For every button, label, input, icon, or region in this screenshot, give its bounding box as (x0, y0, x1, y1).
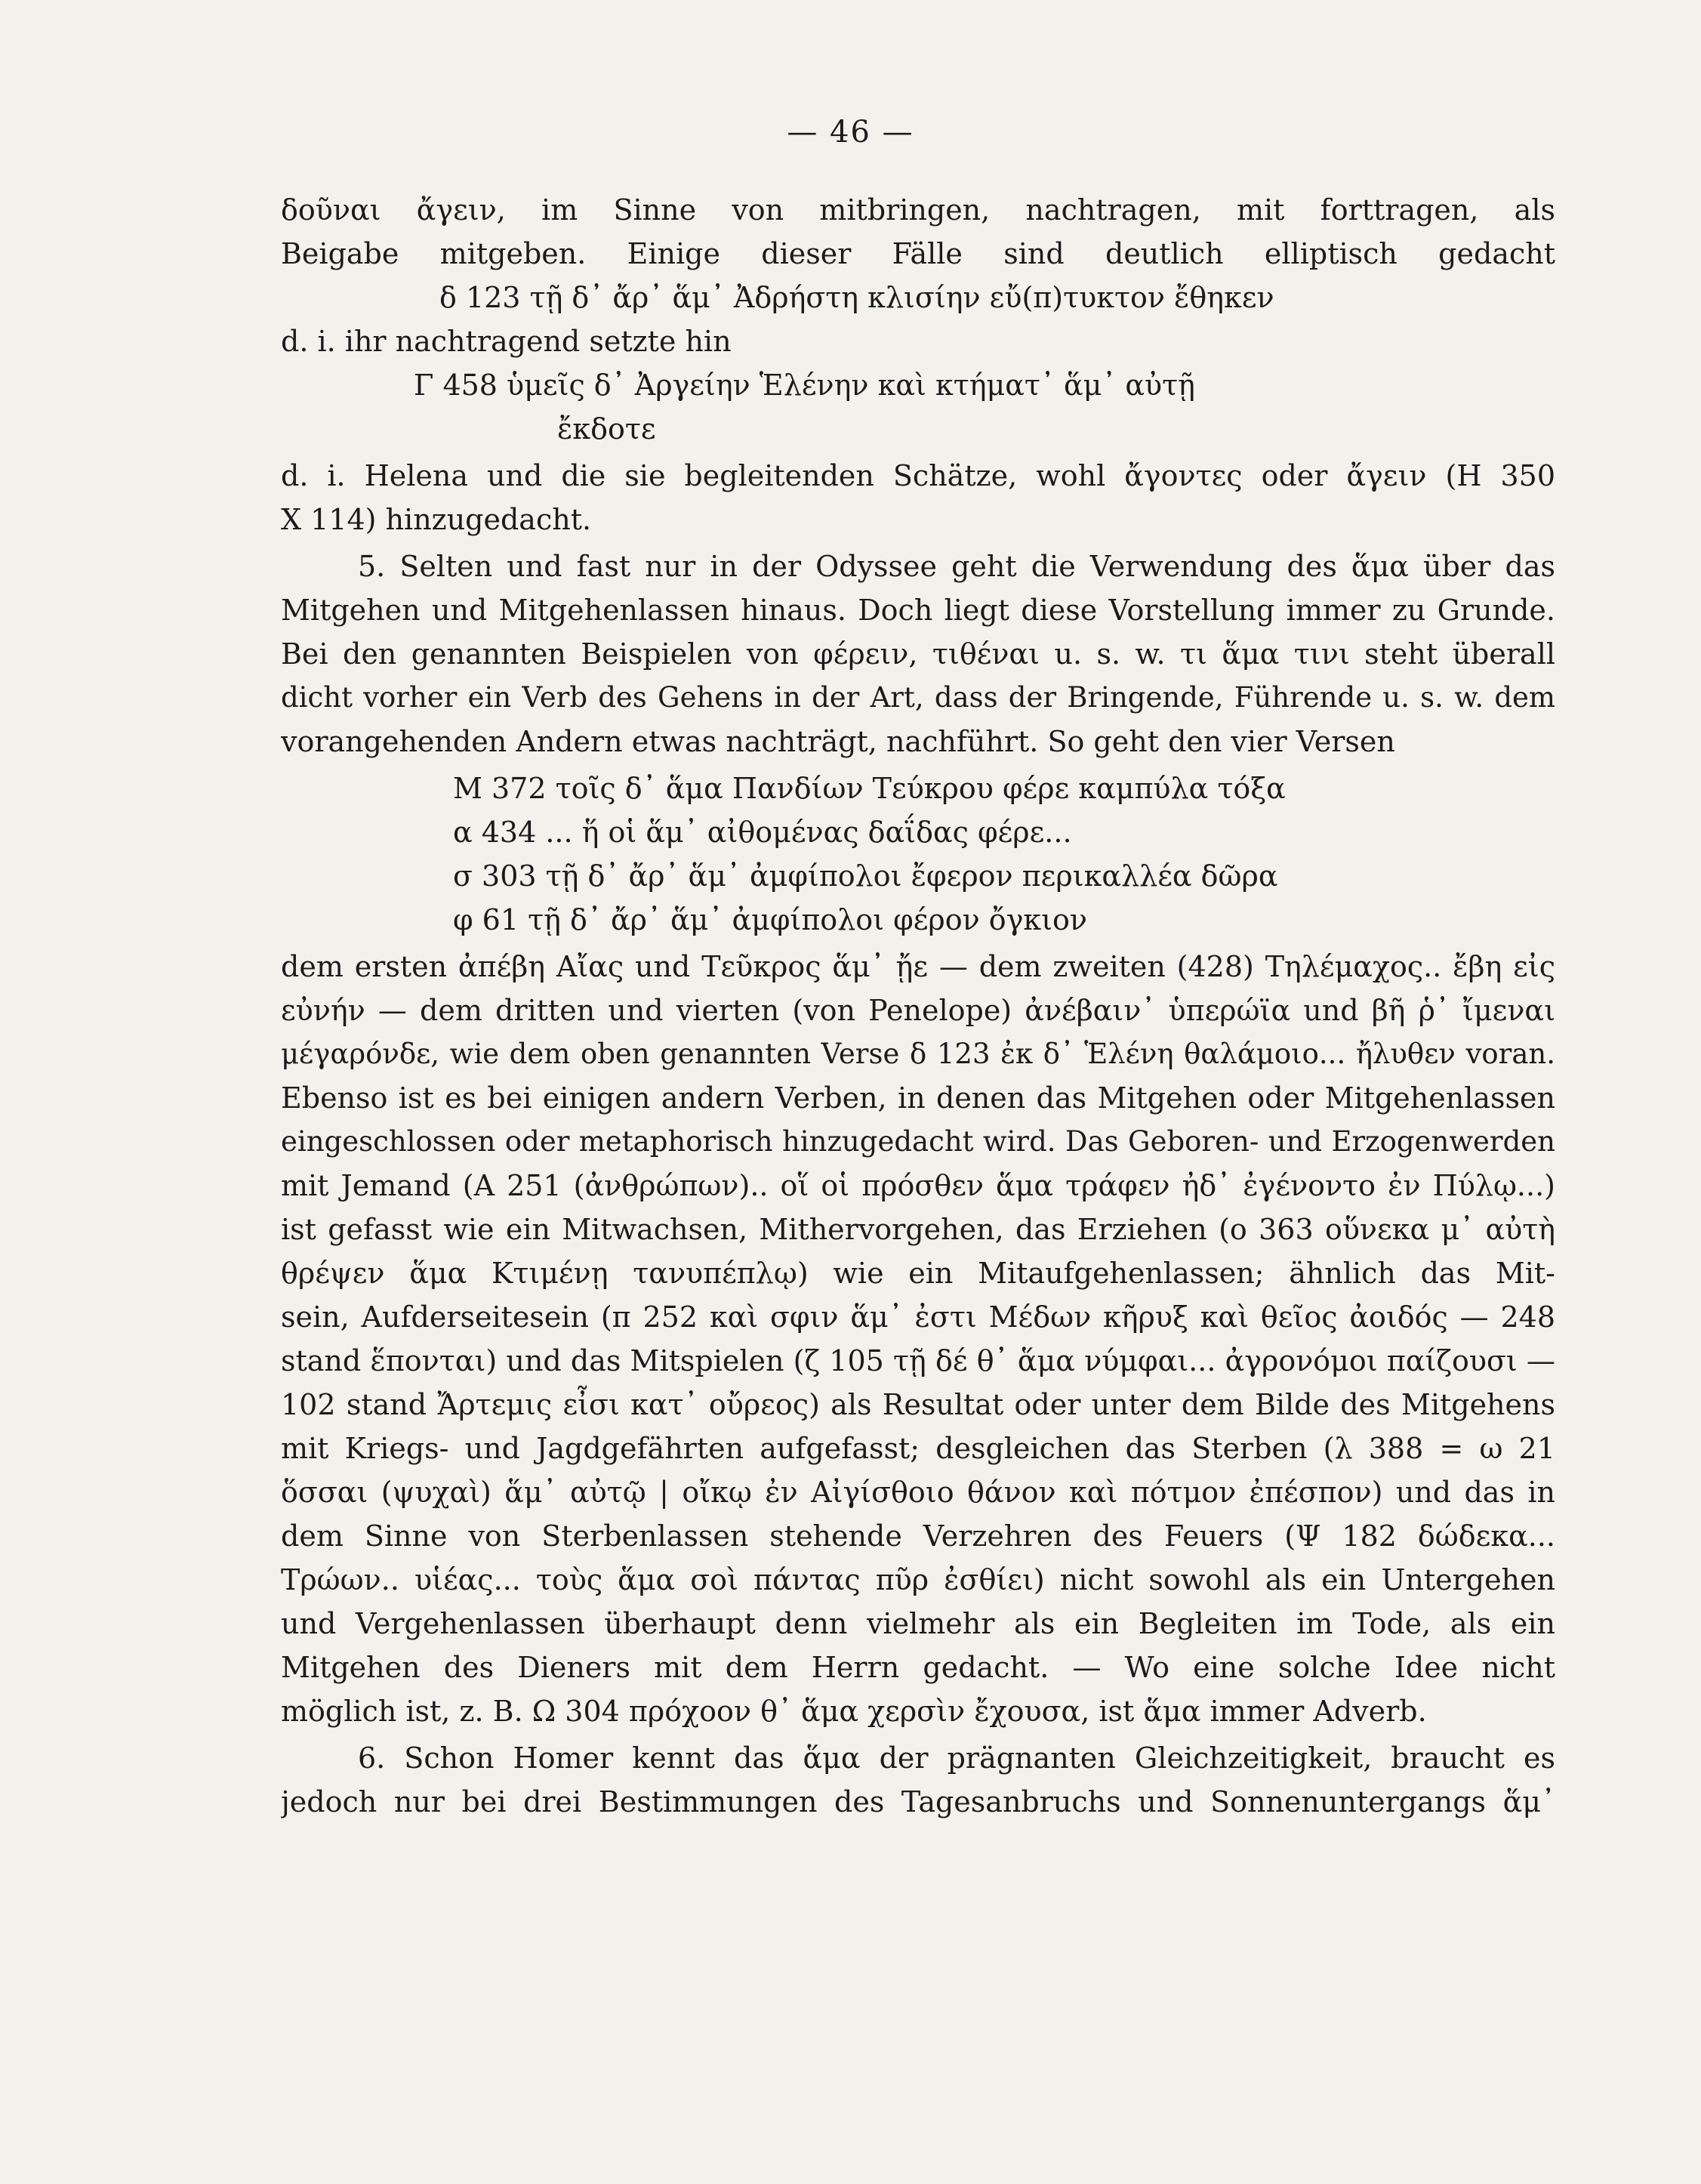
paragraph-start-line: 5. Selten und fast nur in der Odyssee geht die Verwendung des ἅμα über das (358, 550, 1555, 583)
text-line: sein, Aufderseitesein (π 252 καὶ σφιν ἅμ᾽ ἐστι Μέδων κῆρυξ καὶ θεῖος ἀοιδός — 248 (281, 1300, 1555, 1334)
text-line: Mitgehen und Mitgehenlassen hinaus. Doch liegt diese Vorstellung immer zu Grunde. (281, 594, 1555, 627)
text-line: μέγαρόνδε, wie dem oben genannten Verse δ 123 ἐκ δ᾽ Ἑλένη θαλάμοιο... ἤλυθεν voran. (281, 1038, 1555, 1070)
text-line: Beigabe mitgeben. Einige dieser Fälle sind deutlich elliptisch gedacht (281, 237, 1555, 270)
verse-line: Γ 458 ὑμεῖς δ᾽ Ἀργείην Ἑλένην καὶ κτήματ᾽ ἅμ᾽ αὐτῇ (414, 369, 1195, 402)
text-line: Mitgehen des Dieners mit dem Herrn gedacht. — Wo eine solche Idee nicht (281, 1651, 1555, 1684)
paragraph-start-line: 6. Schon Homer kennt das ἅμα der prägnanten Gleichzeitigkeit, braucht es (358, 1741, 1555, 1775)
verse-line: σ 303 τῇ δ᾽ ἄρ᾽ ἅμ᾽ ἀμφίπολοι ἔφερον περικαλλέα δῶρα (453, 859, 1278, 893)
verse-line: ἔκδοτε (557, 412, 656, 446)
text-line: dicht vorher ein Verb des Gehens in der Art, dass der Bringende, Führende u. s. w. dem (281, 681, 1555, 714)
text-line: mit Kriegs- und Jagdgefährten aufgefasst; desgleichen das Sterben (λ 388 = ω 21 (281, 1432, 1555, 1465)
text-line: jedoch nur bei drei Bestimmungen des Tagesanbruchs und Sonnenuntergangs ἅμ᾽ (281, 1785, 1555, 1818)
verse-line: φ 61 τῇ δ᾽ ἄρ᾽ ἅμ᾽ ἀμφίπολοι φέρον ὄγκιον (453, 903, 1088, 936)
text-line: mit Jemand (A 251 (ἀνθρώπων).. οἵ οἱ πρόσθεν ἅμα τράφεν ἠδ᾽ ἐγένοντο ἐν Πύλῳ...) (281, 1169, 1555, 1202)
text-line: vorangehenden Andern etwas nachträgt, nachführt. So geht den vier Versen (281, 725, 1395, 758)
text-line: ὅσσαι (ψυχαὶ) ἅμ᾽ αὐτῷ | οἴκῳ ἐν Αἰγίσθοιο θάνον καὶ πότμον ἐπέσπον) und das in (281, 1476, 1555, 1509)
text-line: δοῦναι ἄγειν, im Sinne von mitbringen, nachtragen, mit forttragen, als (281, 193, 1555, 227)
text-line: X 114) hinzugedacht. (281, 503, 592, 536)
text-line: möglich ist, z. B. Ω 304 πρόχοον θ᾽ ἅμα χερσὶν ἔχουσα, ist ἅμα immer Adverb. (281, 1695, 1427, 1728)
verse-line: M 372 τοῖς δ᾽ ἅμα Πανδίων Τεύκρου φέρε καμπύλα τόξα (453, 772, 1286, 805)
text-line: eingeschlossen oder metaphorisch hinzugedacht wird. Das Geboren- und Erzogenwerden (281, 1125, 1555, 1158)
text-line: d. i. ihr nachtragend setzte hin (281, 325, 732, 358)
text-line: dem ersten ἀπέβη Αἴας und Τεῦκρος ἅμ᾽ ᾔε — dem zweiten (428) Τηλέμαχος.. ἔβη εἰς (281, 950, 1555, 983)
text-line: εὐνήν — dem dritten und vierten (von Penelope) ἀνέβαιν᾽ ὑπερώϊα und βῆ ῥ᾽ ἴμεναι (281, 994, 1555, 1027)
page-number: — 46 — (787, 115, 914, 150)
text-line: θρέψεν ἅμα Κτιμένῃ τανυπέπλῳ) wie ein Mitaufgehenlassen; ähnlich das Mit- (281, 1257, 1555, 1290)
text-line: Ebenso ist es bei einigen andern Verben, in denen das Mitgehen oder Mitgehenlassen (281, 1081, 1555, 1115)
text-line: dem Sinne von Sterbenlassen stehende Verzehren des Feuers (Ψ 182 δώδεκα... (281, 1519, 1555, 1553)
text-line: Bei den genannten Beispielen von φέρειν, τιθέναι u. s. w. τι ἅμα τινι steht überall (281, 637, 1555, 671)
text-line: und Vergehenlassen überhaupt denn vielmehr als ein Begleiten im Tode, als ein (281, 1607, 1555, 1640)
text-line: ist gefasst wie ein Mitwachsen, Mithervorgehen, das Erziehen (ο 363 οὕνεκα μ᾽ αὐτὴ (281, 1213, 1555, 1246)
text-line: d. i. Helena und die sie begleitenden Schätze, wohl ἄγοντες oder ἄγειν (H 350 (281, 459, 1555, 492)
text-line: Τρώων.. υἱέας... τοὺς ἅμα σοὶ πάντας πῦρ ἐσθίει) nicht sowohl als ein Untergehen (281, 1563, 1555, 1596)
verse-line: δ 123 τῇ δ᾽ ἄρ᾽ ἅμ᾽ Ἀδρήστη κλισίην εὔ(π)τυκτον ἔθηκεν (439, 281, 1274, 314)
verse-line: α 434 ... ἥ οἱ ἅμ᾽ αἰθομένας δαΐδας φέρε... (453, 816, 1072, 849)
text-line: stand ἕπονται) und das Mitspielen (ζ 105 τῇ δέ θ᾽ ἅμα νύμφαι... ἀγρονόμοι παίζουσι — (281, 1344, 1555, 1377)
text-line: 102 stand Ἄρτεμις εἶσι κατ᾽ οὔρεος) als Resultat oder unter dem Bilde des Mitgehens (281, 1388, 1555, 1421)
